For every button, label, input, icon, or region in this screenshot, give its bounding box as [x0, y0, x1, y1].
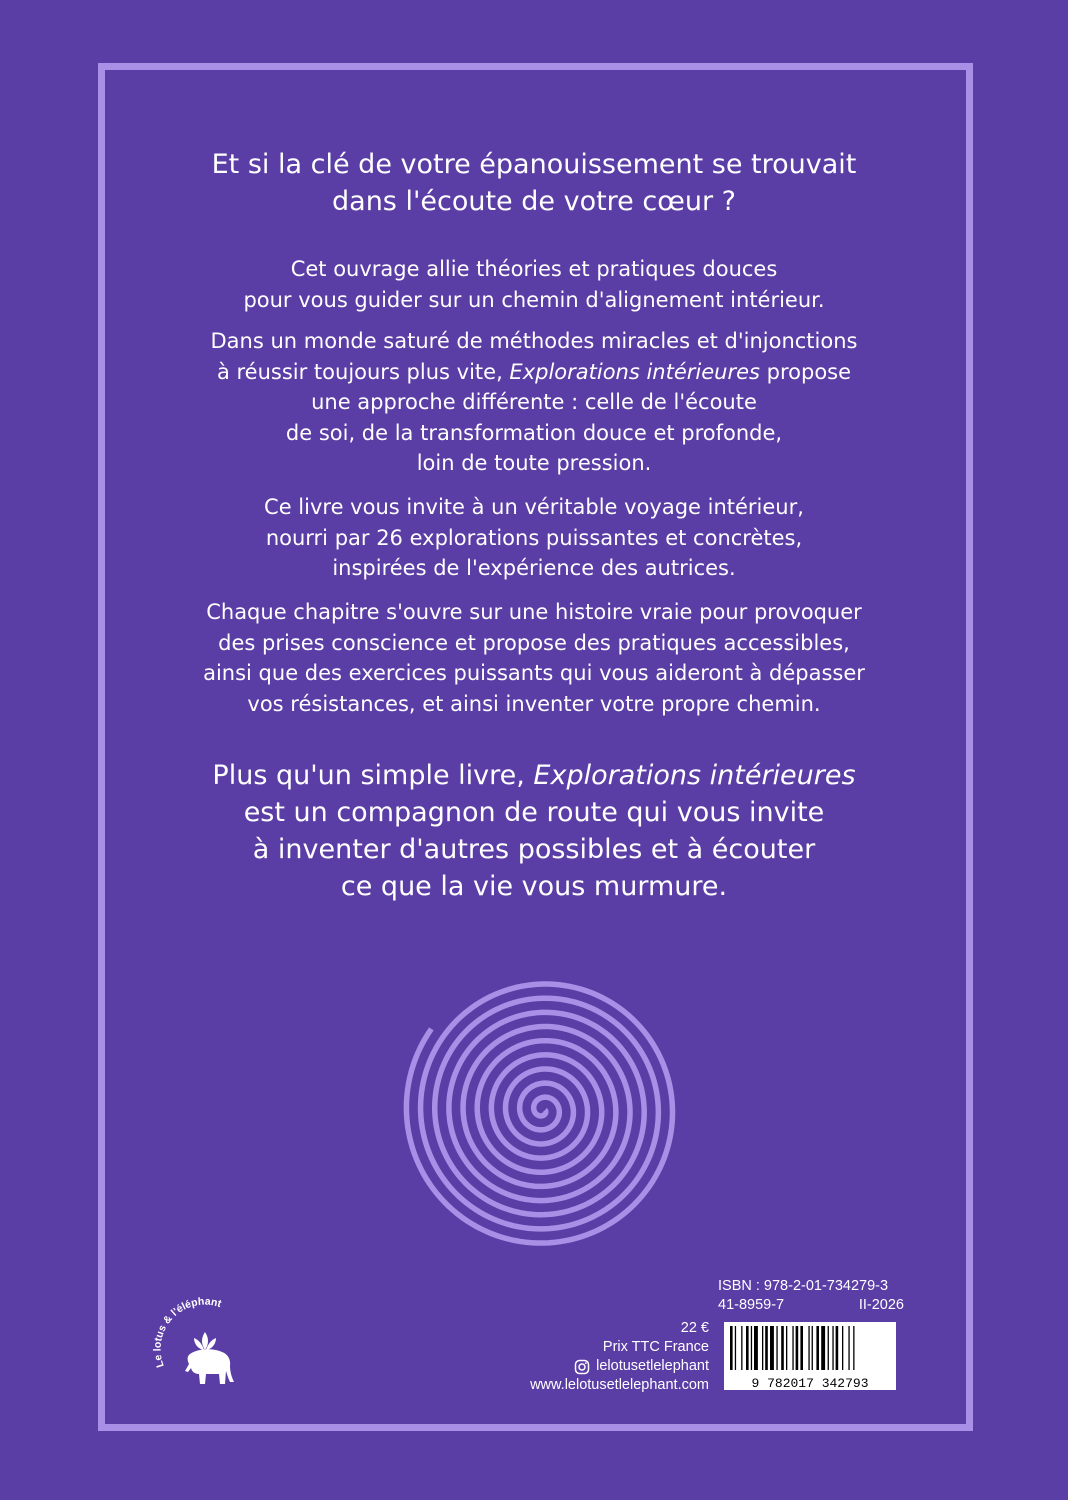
barcode-bar	[730, 1326, 733, 1370]
paragraph-approach	[0, 326, 1068, 479]
barcode-bar	[842, 1326, 843, 1370]
closing-part-a: Plus qu'un simple livre,	[212, 760, 534, 791]
isbn-codes	[718, 1296, 904, 1315]
isbn-line: ISBN : 978-2-01-734279-3	[718, 1278, 889, 1294]
barcode-bar	[751, 1326, 752, 1370]
instagram-handle[interactable]	[574, 1357, 709, 1376]
paragraph-intro-text: Cet ouvrage allie théories et pratiques douces pour vous guider sur un chemin d'alignement intérieur.	[243, 257, 825, 312]
barcode-bar	[735, 1326, 736, 1370]
paragraph-journey-text: Ce livre vous invite à un véritable voyage intérieur, nourri par 26 explorations puissantes et concrètes, inspirées de l'expérience des autrices.	[264, 495, 804, 580]
headline	[0, 146, 1068, 220]
barcode-bar	[812, 1326, 813, 1370]
barcode-bar	[770, 1326, 774, 1370]
instagram-handle-text: lelotusetlelephant	[596, 1358, 709, 1374]
headline-text: Et si la clé de votre épanouissement se trouvait dans l'écoute de votre cœur ?	[211, 149, 857, 217]
barcode-bar	[765, 1326, 768, 1370]
book-title-inline: Explorations intérieures	[509, 359, 760, 384]
barcode	[724, 1322, 896, 1390]
barcode-bar	[800, 1326, 803, 1370]
barcode-digits: 9 782017 342793	[751, 1376, 869, 1390]
product-code: 41-8959-7	[718, 1297, 785, 1313]
barcode-bar	[754, 1326, 758, 1370]
closing-statement	[0, 757, 1068, 905]
paragraph-approach-part-b: propose une approche différente : celle de l'écoute de soi, de la transformation douce et profonde, loin de toute pression.	[285, 359, 852, 475]
spiral-path	[406, 984, 672, 1243]
barcode-bar	[821, 1326, 825, 1370]
instagram-icon	[574, 1359, 590, 1375]
barcode-bar	[836, 1326, 839, 1370]
barcode-bar	[853, 1326, 854, 1370]
paragraph-approach-text	[0, 326, 1068, 479]
barcode-bar	[828, 1326, 829, 1370]
publisher-logo-text: Le lotus & l'éléphant	[151, 1295, 223, 1369]
book-title-closing: Explorations intérieures	[533, 760, 856, 791]
barcode-bar	[786, 1326, 787, 1370]
elephant-icon	[185, 1349, 234, 1384]
spiral-icon	[393, 960, 693, 1260]
barcode-bar	[816, 1326, 819, 1370]
barcode-bars	[730, 1326, 855, 1370]
barcode-bar	[808, 1326, 809, 1370]
paragraph-chapters-text: Chaque chapitre s'ouvre sur une histoire vraie pour provoquer des prises conscience et propose des pratiques accessibles, ainsi que des exercices puissants qui vous aideront à dépasser vos résistances, et ainsi inventer votre propre chemin.	[203, 600, 865, 716]
website-link[interactable]: www.lelotusetlelephant.com	[530, 1377, 709, 1393]
paragraph-intro	[0, 254, 1068, 315]
lotus-icon	[194, 1332, 216, 1350]
barcode-bar	[746, 1326, 749, 1370]
paragraph-journey	[0, 492, 1068, 584]
price: 22 €	[680, 1320, 709, 1336]
barcode-bar	[792, 1326, 793, 1370]
barcode-bar	[762, 1326, 763, 1370]
paragraph-chapters	[0, 597, 1068, 719]
edition-code: II-2026	[858, 1297, 904, 1313]
barcode-bar	[781, 1326, 784, 1370]
barcode-bar	[848, 1326, 849, 1370]
price-note: Prix TTC France	[602, 1339, 709, 1355]
closing-text	[0, 757, 1068, 905]
closing-part-b: est un compagnon de route qui vous invite à inventer d'autres possibles et à écouter ce que la vie vous murmure.	[243, 797, 825, 902]
barcode-bar	[741, 1326, 742, 1370]
barcode-bar	[832, 1326, 833, 1370]
barcode-bar	[796, 1326, 799, 1370]
paragraph-approach-part-a: Dans un monde saturé de méthodes miracles et d'injonctions à réussir toujours plus vite,	[210, 329, 858, 384]
barcode-bar	[776, 1326, 777, 1370]
barcode-graphic	[724, 1322, 896, 1390]
publisher-logo	[150, 1292, 260, 1394]
